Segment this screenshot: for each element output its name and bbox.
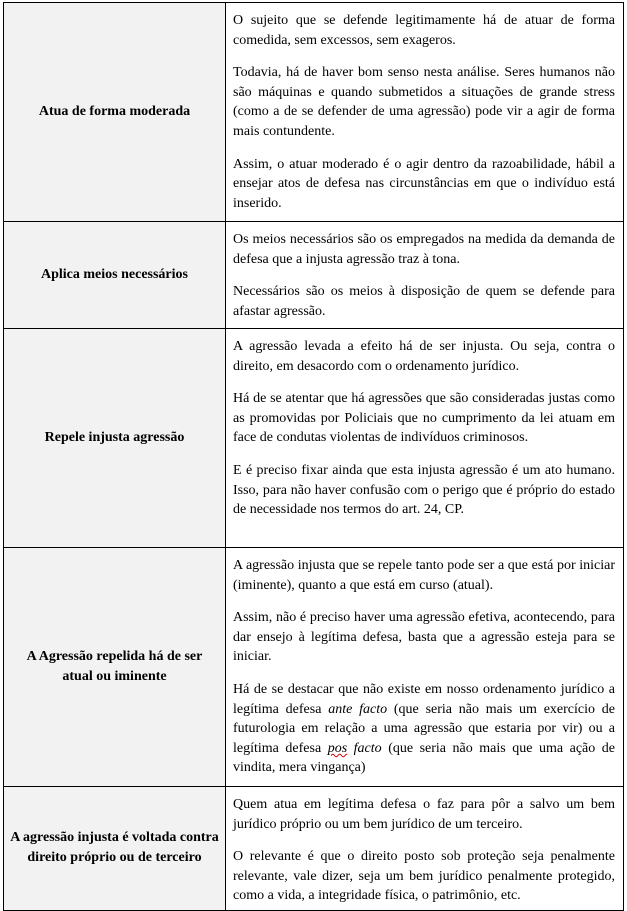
row-content <box>226 222 624 329</box>
table-row <box>4 222 624 329</box>
paragraph: Assim, o atuar moderado é o agir dentro da razoabilidade, hábil a ensejar atos de defesa nas circunstâncias em que o indivíduo está inserido. <box>233 156 615 211</box>
table-row <box>4 3 624 222</box>
row-content <box>226 787 624 911</box>
row-label: A agressão injusta é voltada contra direito próprio ou de terceiro <box>4 787 226 911</box>
paragraph: O relevante é que o direito posto sob proteção seja penalmente relevante, vale dizer, seja um bem jurídico penalmente protegido, como a vida, a integridade física, o patrimônio, etc. <box>233 849 615 904</box>
paragraph: Quem atua em legítima defesa o faz para pôr a salvo um bem jurídico próprio ou um bem jurídico de um terceiro. <box>233 797 615 832</box>
table-row <box>4 787 624 911</box>
paragraph: Há de se destacar que não existe em nosso ordenamento jurídico a legítima defesa ante facto (que seria não mais um exercício de futurologia em relação a uma agressão que estaria por vir) ou a legítima defesa pos facto (que seria não mais que uma ação de vindita, mera vingança) <box>233 681 615 776</box>
table-row <box>4 329 624 548</box>
paragraph: A agressão injusta que se repele tanto pode ser a que está por iniciar (iminente), quanto a que está em curso (atual). <box>233 558 615 593</box>
paragraph: E é preciso fixar ainda que esta injusta agressão é um ato humano. Isso, para não haver confusão com o perigo que é próprio do estado de necessidade nos termos do art. 24, CP. <box>233 462 615 518</box>
paragraph: O sujeito que se defende legitimamente há de atuar de forma comedida, sem excessos, sem exageros. <box>233 13 615 48</box>
paragraph: Os meios necessários são os empregados na medida da demanda de defesa que a injusta agressão traz à tona. <box>233 232 615 267</box>
row-content <box>226 3 624 222</box>
paragraph: Assim, não é preciso haver uma agressão efetiva, acontecendo, para dar ensejo à legítima defesa, basta que a agressão esteja para se iniciar. <box>233 610 615 665</box>
row-content <box>226 329 624 548</box>
paragraph: Necessários são os meios à disposição de quem se defende para afastar agressão. <box>233 284 615 319</box>
paragraph: Todavia, há de haver bom senso nesta análise. Seres humanos não são máquinas e quando submetidos a situações de grande stress (como a de se defender de uma agressão) pode vir a agir de forma mais contundente. <box>233 65 615 139</box>
row-label: Atua de forma moderada <box>4 3 226 222</box>
emphasis: pos facto <box>327 740 382 756</box>
legitimate-defense-table <box>3 2 624 911</box>
paragraph: A agressão levada a efeito há de ser injusta. Ou seja, contra o direito, em desacordo com o ordenamento jurídico. <box>233 339 615 374</box>
row-label: Repele injusta agressão <box>4 329 226 548</box>
table-row <box>4 548 624 787</box>
row-label: Aplica meios necessários <box>4 222 226 329</box>
row-label: A Agressão repelida há de ser atual ou iminente <box>4 548 226 787</box>
emphasis: ante facto <box>328 701 388 717</box>
row-content <box>226 548 624 787</box>
paragraph: Há de se atentar que há agressões que são consideradas justas como as promovidas por Policiais que no cumprimento da lei atuam em face de condutas violentas de indivíduos criminosos. <box>233 391 615 446</box>
spellcheck-underline: pos <box>327 740 348 756</box>
